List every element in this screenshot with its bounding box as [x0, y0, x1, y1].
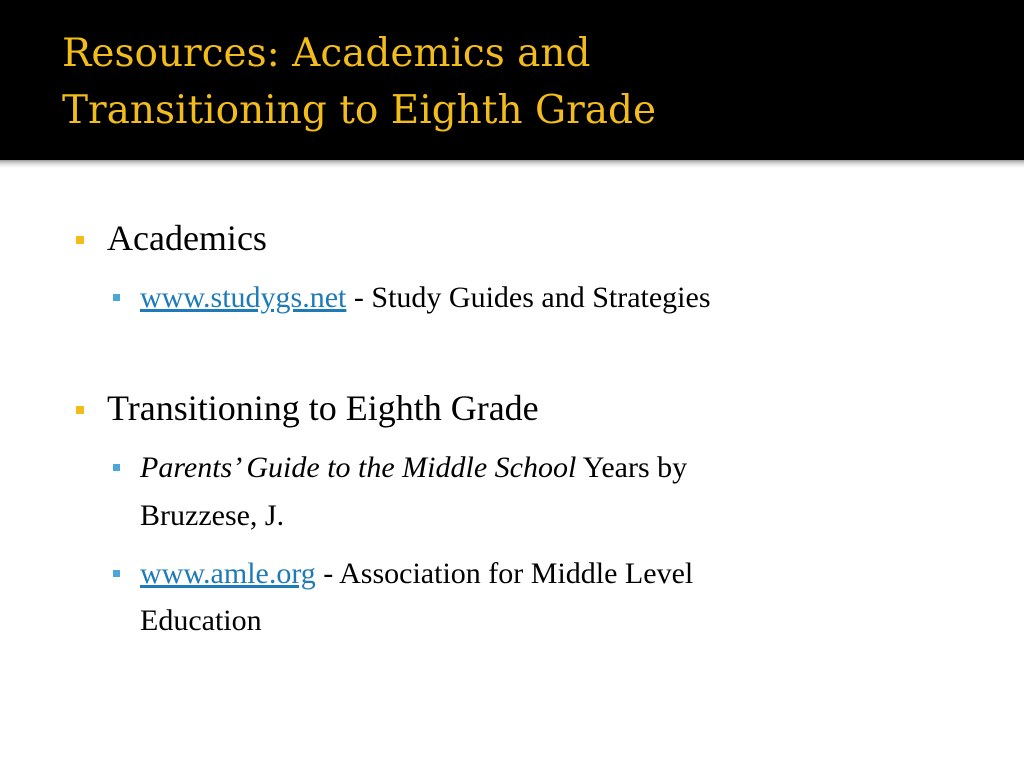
studygs-description: - Study Guides and Strategies [346, 281, 711, 314]
bullet-square-icon [76, 406, 84, 414]
sub-bullet-square-icon [113, 464, 120, 471]
sub-bullet-square-icon [113, 570, 120, 577]
slide-title-line-2: Transitioning to Eighth Grade [62, 88, 657, 133]
amle-description: - Association for Middle Level [315, 557, 694, 590]
amle-link[interactable]: www.amle.org [140, 557, 316, 590]
list-item-amle [140, 554, 693, 594]
list-item-studygs [140, 278, 711, 318]
studygs-link[interactable]: www.studygs.net [140, 281, 347, 314]
section-heading-transitioning: Transitioning to Eighth Grade [107, 388, 539, 428]
section-heading-academics: Academics [107, 218, 267, 258]
slide-title-line-1: Resources: Academics and [62, 31, 591, 76]
book-author-prefix: Years by [576, 451, 688, 484]
book-title: Parents’ Guide to the Middle School [140, 451, 577, 484]
list-item-amle-continued: Education [140, 604, 262, 637]
list-item-parents-guide [140, 448, 687, 488]
sub-bullet-square-icon [113, 294, 120, 301]
bullet-square-icon [76, 236, 84, 244]
list-item-parents-guide-continued: Bruzzese, J. [140, 499, 285, 532]
